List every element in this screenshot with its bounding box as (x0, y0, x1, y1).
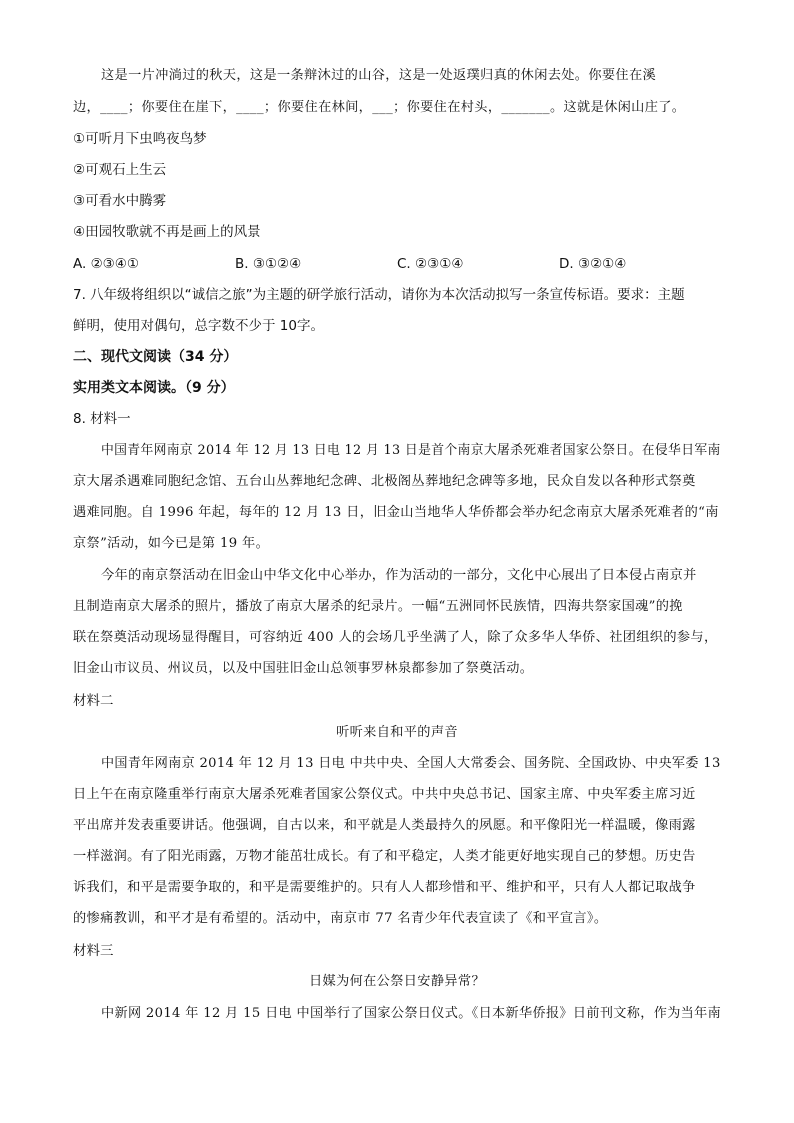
question-8-label: 8. 材料一 (73, 411, 131, 427)
material-1-p1-line-2: 京大屠杀遇难同胞纪念馆、五台山丛葬地纪念碑、北极阁丛葬地纪念碑等多地，民众自发以各种形式祭奠 (73, 474, 696, 489)
option-a: A. ②③④① (73, 256, 139, 272)
passage-intro-line-2: 边，____；你要住在崖下，____；你要住在林间，___；你要住在村头，_______。这就是休闲山庄了。 (73, 100, 686, 115)
material-1-p2-line-4: 旧金山市议员、州议员，以及中国驻旧金山总领事罗林泉都参加了祭奠活动。 (73, 661, 534, 676)
option-b: B. ③①②④ (235, 256, 302, 272)
passage-intro-line-1: 这是一片冲淌过的秋天，这是一条辩沐过的山谷，这是一处返璞归真的休闲去处。你要住在溪 (101, 68, 657, 83)
material-3-line-1: 中新网 2014 年 12 月 15 日电 中国举行了国家公祭日仪式。《日本新华侨报》日前刊文称，作为当年南 (101, 1006, 722, 1021)
material-1-p1-line-4: 京祭”活动，如今已是第 19 年。 (73, 536, 270, 551)
choice-1: ①可听月下虫鸣夜鸟梦 (73, 131, 207, 147)
answer-options (73, 254, 721, 274)
material-2-line-1: 中国青年网南京 2014 年 12 月 13 日电 中共中央、全国人大常委会、国务院、全国政协、中央军委 13 (101, 756, 721, 771)
material-1-p2-line-1: 今年的南京祭活动在旧金山中华文化中心举办，作为活动的一部分，文化中心展出了日本侵占南京并 (101, 568, 697, 583)
material-2-line-5: 诉我们，和平是需要争取的，和平是需要维护的。只有人人都珍惜和平、维护和平，只有人人都记取战争 (73, 880, 696, 895)
material-2-line-2: 日上午在南京隆重举行南京大屠杀死难者国家公祭仪式。中共中央总书记、国家主席、中央军委主席习近 (73, 787, 696, 802)
choice-3: ③可看水中腾雾 (73, 193, 167, 209)
material-2-line-3: 平出席并发表重要讲话。他强调，自古以来，和平就是人类最持久的夙愿。和平像阳光一样温暖，像雨露 (73, 818, 696, 833)
choice-2: ②可观石上生云 (73, 162, 167, 178)
material-2-title: 听听来自和平的声音 (336, 725, 458, 740)
material-2-line-6: 的惨痛教训，和平才是有希望的。活动中，南京市 77 名青少年代表宣读了《和平宣言》。 (73, 911, 608, 926)
option-d: D. ③②①④ (559, 256, 627, 272)
section-2-title: 二、现代文阅读（34 分） (73, 349, 238, 365)
material-2-line-4: 一样滋润。有了阳光雨露，万物才能茁壮成长。有了和平稳定，人类才能更好地实现自己的梦想。历史告 (73, 849, 696, 864)
section-2-subtitle: 实用类文本阅读。（9 分） (73, 380, 235, 396)
material-1-p1-line-1: 中国青年网南京 2014 年 12 月 13 日电 12 月 13 日是首个南京大屠杀死难者国家公祭日。在侵华日军南 (101, 443, 721, 458)
material-1-p1-line-3: 遇难同胞。自 1996 年起，每年的 12 月 13 日，旧金山当地华人华侨都会举办纪念南京大屠杀死难者的“南 (73, 505, 719, 520)
material-3-title: 日媒为何在公祭日安静异常？ (309, 974, 485, 989)
question-7-line-2: 鲜明，使用对偶句，总字数不少于 10字。 (73, 318, 324, 334)
choice-4: ④田园牧歌就不再是画上的风景 (73, 224, 261, 240)
question-7-line-1: 7. 八年级将组织以“诚信之旅”为主题的研学旅行活动，请你为本次活动拟写一条宣传标语。要求：主题 (73, 287, 685, 303)
option-c: C. ②③①④ (397, 256, 464, 272)
material-3-label: 材料三 (73, 943, 114, 959)
material-1-p2-line-2: 且制造南京大屠杀的照片，播放了南京大屠杀的纪录片。一幅“五洲同怀民族情，四海共祭家国魂”的挽 (73, 599, 683, 614)
material-2-label: 材料二 (73, 693, 114, 709)
material-1-p2-line-3: 联在祭奠活动现场显得醒目，可容纳近 400 人的会场几乎坐满了人，除了众多华人华侨、社团组织的参与， (73, 630, 718, 645)
